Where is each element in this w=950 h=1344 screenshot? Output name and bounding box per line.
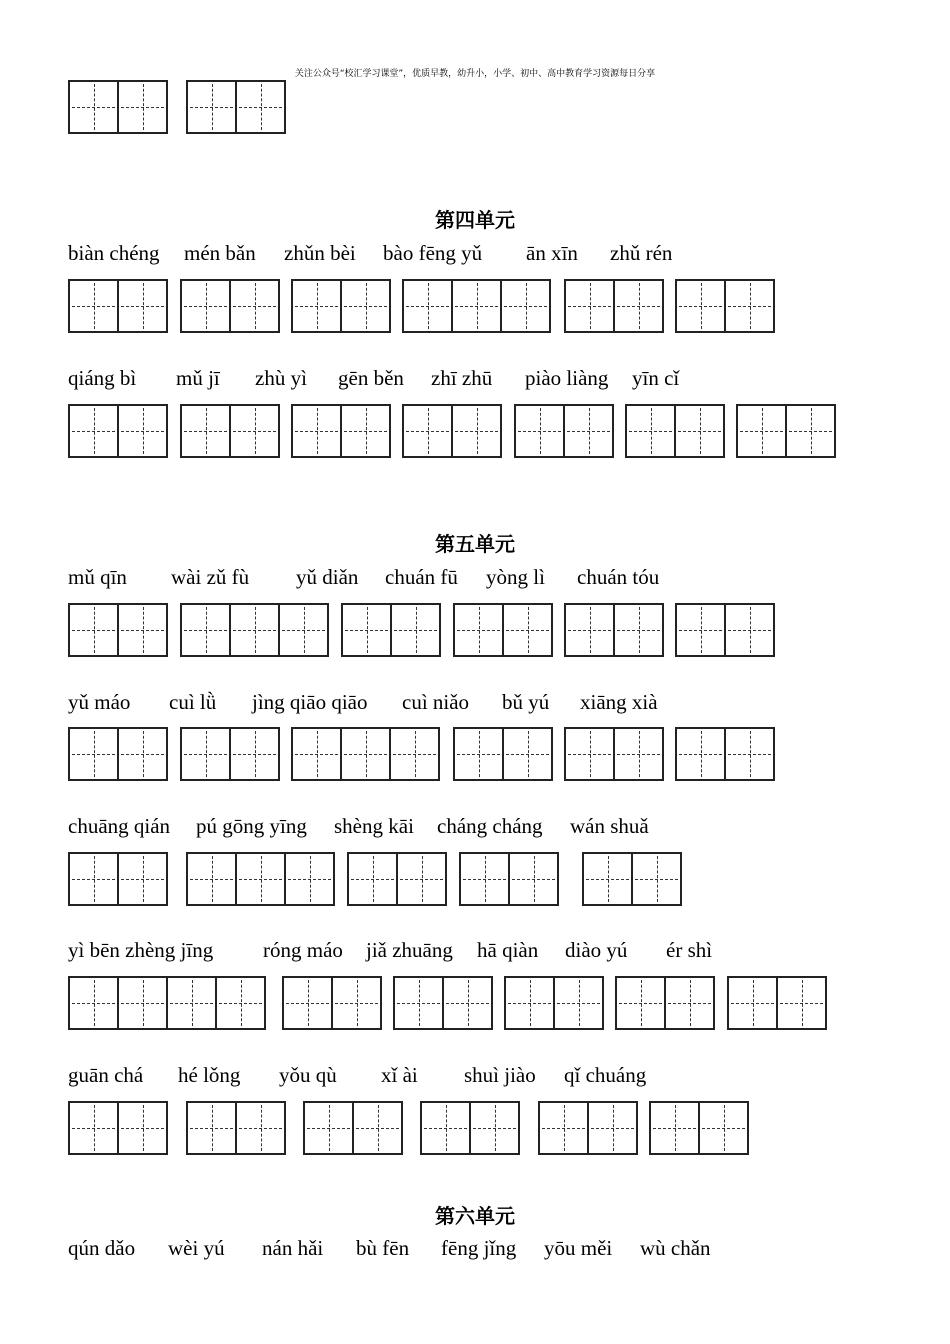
writing-box-group [736,404,836,458]
header-note: 关注公众号“校汇学习课堂”，优质早教，幼升小，小学、初中、高中教育学习资源每日分享 [294,69,656,79]
writing-cell [333,978,382,1028]
writing-cell [293,406,342,456]
writing-cell [119,406,168,456]
pinyin-word: gēn běn [338,366,404,390]
writing-box-group [453,603,553,657]
pinyin-word: nán hǎi [262,1236,324,1260]
writing-cell [540,1103,589,1153]
writing-cell [566,729,615,779]
writing-cell [726,605,775,655]
writing-cell [700,1103,749,1153]
writing-cell [615,605,664,655]
writing-cell [461,854,510,904]
unit-title: 第六单元 [435,1204,515,1228]
writing-box-group [341,603,441,657]
pinyin-word: yǔ diǎn [296,565,359,589]
unit-title: 第五单元 [435,532,515,556]
pinyin-word: yīn cǐ [632,366,680,390]
pinyin-word: jìng qiāo qiāo [252,690,368,714]
writing-cell [502,281,551,331]
writing-cell [666,978,715,1028]
writing-cell [726,281,775,331]
writing-box-group [625,404,725,458]
writing-box-group [186,1101,286,1155]
writing-cell [615,281,664,331]
writing-cell [182,729,231,779]
writing-cell [627,406,676,456]
writing-cell [70,1103,119,1153]
writing-box-group [186,852,335,906]
writing-box-group [459,852,559,906]
writing-cell [70,978,119,1028]
pinyin-word: pú gōng yīng [196,814,307,838]
writing-box-group [68,1101,168,1155]
writing-cell [343,605,392,655]
pinyin-word: chuán fū [385,565,458,589]
pinyin-word: chuán tóu [577,565,660,589]
pinyin-word: yǔ máo [68,690,131,714]
writing-box-group [180,279,280,333]
pinyin-word: wán shuǎ [570,814,649,838]
writing-cell [354,1103,403,1153]
pinyin-word: yōu měi [544,1236,613,1260]
pinyin-word: cuì niǎo [402,690,470,714]
writing-cell [504,605,553,655]
box-row [0,404,950,456]
writing-cell [516,406,565,456]
writing-box-group [180,603,329,657]
unit-title: 第四单元 [435,208,515,232]
pinyin-word: ér shì [666,938,713,962]
pinyin-word: wèi yú [168,1236,225,1260]
pinyin-word: róng máo [263,938,343,962]
writing-box-group [68,603,168,657]
writing-cell [444,978,493,1028]
writing-cell [119,729,168,779]
pinyin-word: xiāng xià [580,690,658,714]
writing-cell [651,1103,700,1153]
pinyin-word: zhǔn bèi [284,241,356,265]
writing-cell [284,978,333,1028]
pinyin-word: zhǔ rén [610,241,673,265]
writing-cell [70,729,119,779]
pinyin-word: yòng lì [486,565,545,589]
writing-cell [677,729,726,779]
pinyin-word: fēng jǐng [441,1236,517,1260]
writing-cell [305,1103,354,1153]
pinyin-word: qún dǎo [68,1236,136,1260]
writing-cell [726,729,775,779]
writing-cell [119,605,168,655]
pinyin-word: wù chǎn [640,1236,711,1260]
box-row [0,976,950,1028]
writing-cell [119,82,168,132]
writing-box-group [282,976,382,1030]
writing-box-group [727,976,827,1030]
writing-cell [119,1103,168,1153]
writing-box-group [68,976,266,1030]
writing-box-group [68,279,168,333]
writing-box-group [420,1101,520,1155]
writing-cell [119,978,168,1028]
writing-cell [392,605,441,655]
writing-cell [778,978,827,1028]
writing-cell [70,406,119,456]
pinyin-word: qiáng bì [68,366,137,390]
writing-cell [342,406,391,456]
writing-box-group [402,279,551,333]
writing-cell [119,854,168,904]
writing-cell [584,854,633,904]
pinyin-word: yǒu qù [279,1063,337,1087]
pinyin-word: mǔ qīn [68,565,127,589]
writing-cell [504,729,553,779]
writing-cell [404,281,453,331]
pinyin-word: mǔ jī [176,366,220,390]
writing-box-group [291,727,440,781]
pinyin-word: cuì lǜ [169,690,217,714]
writing-cell [231,406,280,456]
writing-box-group [564,603,664,657]
writing-cell [70,854,119,904]
writing-box-group [68,852,168,906]
pinyin-word: xǐ ài [381,1063,418,1087]
writing-cell [286,854,335,904]
writing-box-group [453,727,553,781]
pinyin-word: chuāng qián [68,814,171,838]
pinyin-word: bù fēn [356,1236,410,1260]
writing-cell [70,605,119,655]
writing-cell [677,605,726,655]
writing-cell [565,406,614,456]
writing-cell [471,1103,520,1153]
writing-cell [237,854,286,904]
writing-box-group [675,279,775,333]
box-row [0,80,950,132]
writing-cell [231,281,280,331]
writing-box-group [68,727,168,781]
writing-cell [168,978,217,1028]
writing-box-group [393,976,493,1030]
writing-cell [676,406,725,456]
writing-cell [70,82,119,132]
writing-cell [237,82,286,132]
pinyin-word: yì bēn zhèng jīng [68,938,214,962]
pinyin-word: bào fēng yǔ [383,241,483,265]
writing-cell [119,281,168,331]
writing-cell [566,605,615,655]
writing-cell [395,978,444,1028]
writing-cell [677,281,726,331]
writing-box-group [538,1101,638,1155]
writing-cell [293,729,342,779]
writing-box-group [514,404,614,458]
writing-cell [188,854,237,904]
writing-cell [453,281,502,331]
pinyin-word: zhī zhū [431,366,493,390]
writing-cell [589,1103,638,1153]
writing-box-group [649,1101,749,1155]
writing-cell [182,406,231,456]
writing-box-group [68,404,168,458]
writing-box-group [291,404,391,458]
pinyin-word: cháng cháng [437,814,543,838]
pinyin-word: biàn chéng [68,241,160,265]
writing-box-group [347,852,447,906]
writing-cell [342,729,391,779]
pinyin-word: jiǎ zhuāng [366,938,453,962]
writing-cell [738,406,787,456]
writing-box-group [291,279,391,333]
box-row [0,603,950,655]
writing-cell [182,281,231,331]
pinyin-word: piào liàng [525,366,609,390]
writing-box-group [186,80,286,134]
pinyin-word: zhù yì [255,366,307,390]
pinyin-word: mén bǎn [184,241,256,265]
writing-box-group [68,80,168,134]
writing-cell [510,854,559,904]
writing-cell [729,978,778,1028]
writing-cell [237,1103,286,1153]
writing-cell [280,605,329,655]
writing-cell [231,605,280,655]
writing-cell [455,729,504,779]
writing-cell [188,82,237,132]
writing-box-group [564,279,664,333]
writing-cell [455,605,504,655]
writing-cell [70,281,119,331]
writing-cell [787,406,836,456]
pinyin-word: hé lǒng [178,1063,241,1087]
writing-box-group [564,727,664,781]
writing-box-group [675,603,775,657]
writing-box-group [582,852,682,906]
writing-box-group [180,727,280,781]
writing-box-group [675,727,775,781]
box-row [0,1101,950,1153]
writing-cell [633,854,682,904]
writing-cell [391,729,440,779]
writing-cell [182,605,231,655]
writing-cell [566,281,615,331]
box-row [0,727,950,779]
box-row [0,852,950,904]
writing-cell [217,978,266,1028]
pinyin-word: hā qiàn [477,938,539,962]
writing-cell [293,281,342,331]
writing-cell [342,281,391,331]
writing-box-group [615,976,715,1030]
writing-cell [188,1103,237,1153]
writing-cell [398,854,447,904]
pinyin-word: diào yú [565,938,628,962]
box-row [0,279,950,331]
writing-box-group [180,404,280,458]
writing-cell [617,978,666,1028]
writing-cell [422,1103,471,1153]
writing-box-group [303,1101,403,1155]
pinyin-word: shuì jiào [464,1063,536,1087]
writing-cell [231,729,280,779]
writing-cell [506,978,555,1028]
pinyin-word: bǔ yú [502,690,550,714]
writing-box-group [504,976,604,1030]
writing-cell [555,978,604,1028]
pinyin-word: shèng kāi [334,814,414,838]
pinyin-word: wài zǔ fù [171,565,250,589]
writing-cell [615,729,664,779]
pinyin-word: qǐ chuáng [564,1063,647,1087]
writing-cell [453,406,502,456]
writing-cell [349,854,398,904]
pinyin-word: guān chá [68,1063,144,1087]
writing-cell [404,406,453,456]
writing-box-group [402,404,502,458]
pinyin-word: ān xīn [526,241,578,265]
